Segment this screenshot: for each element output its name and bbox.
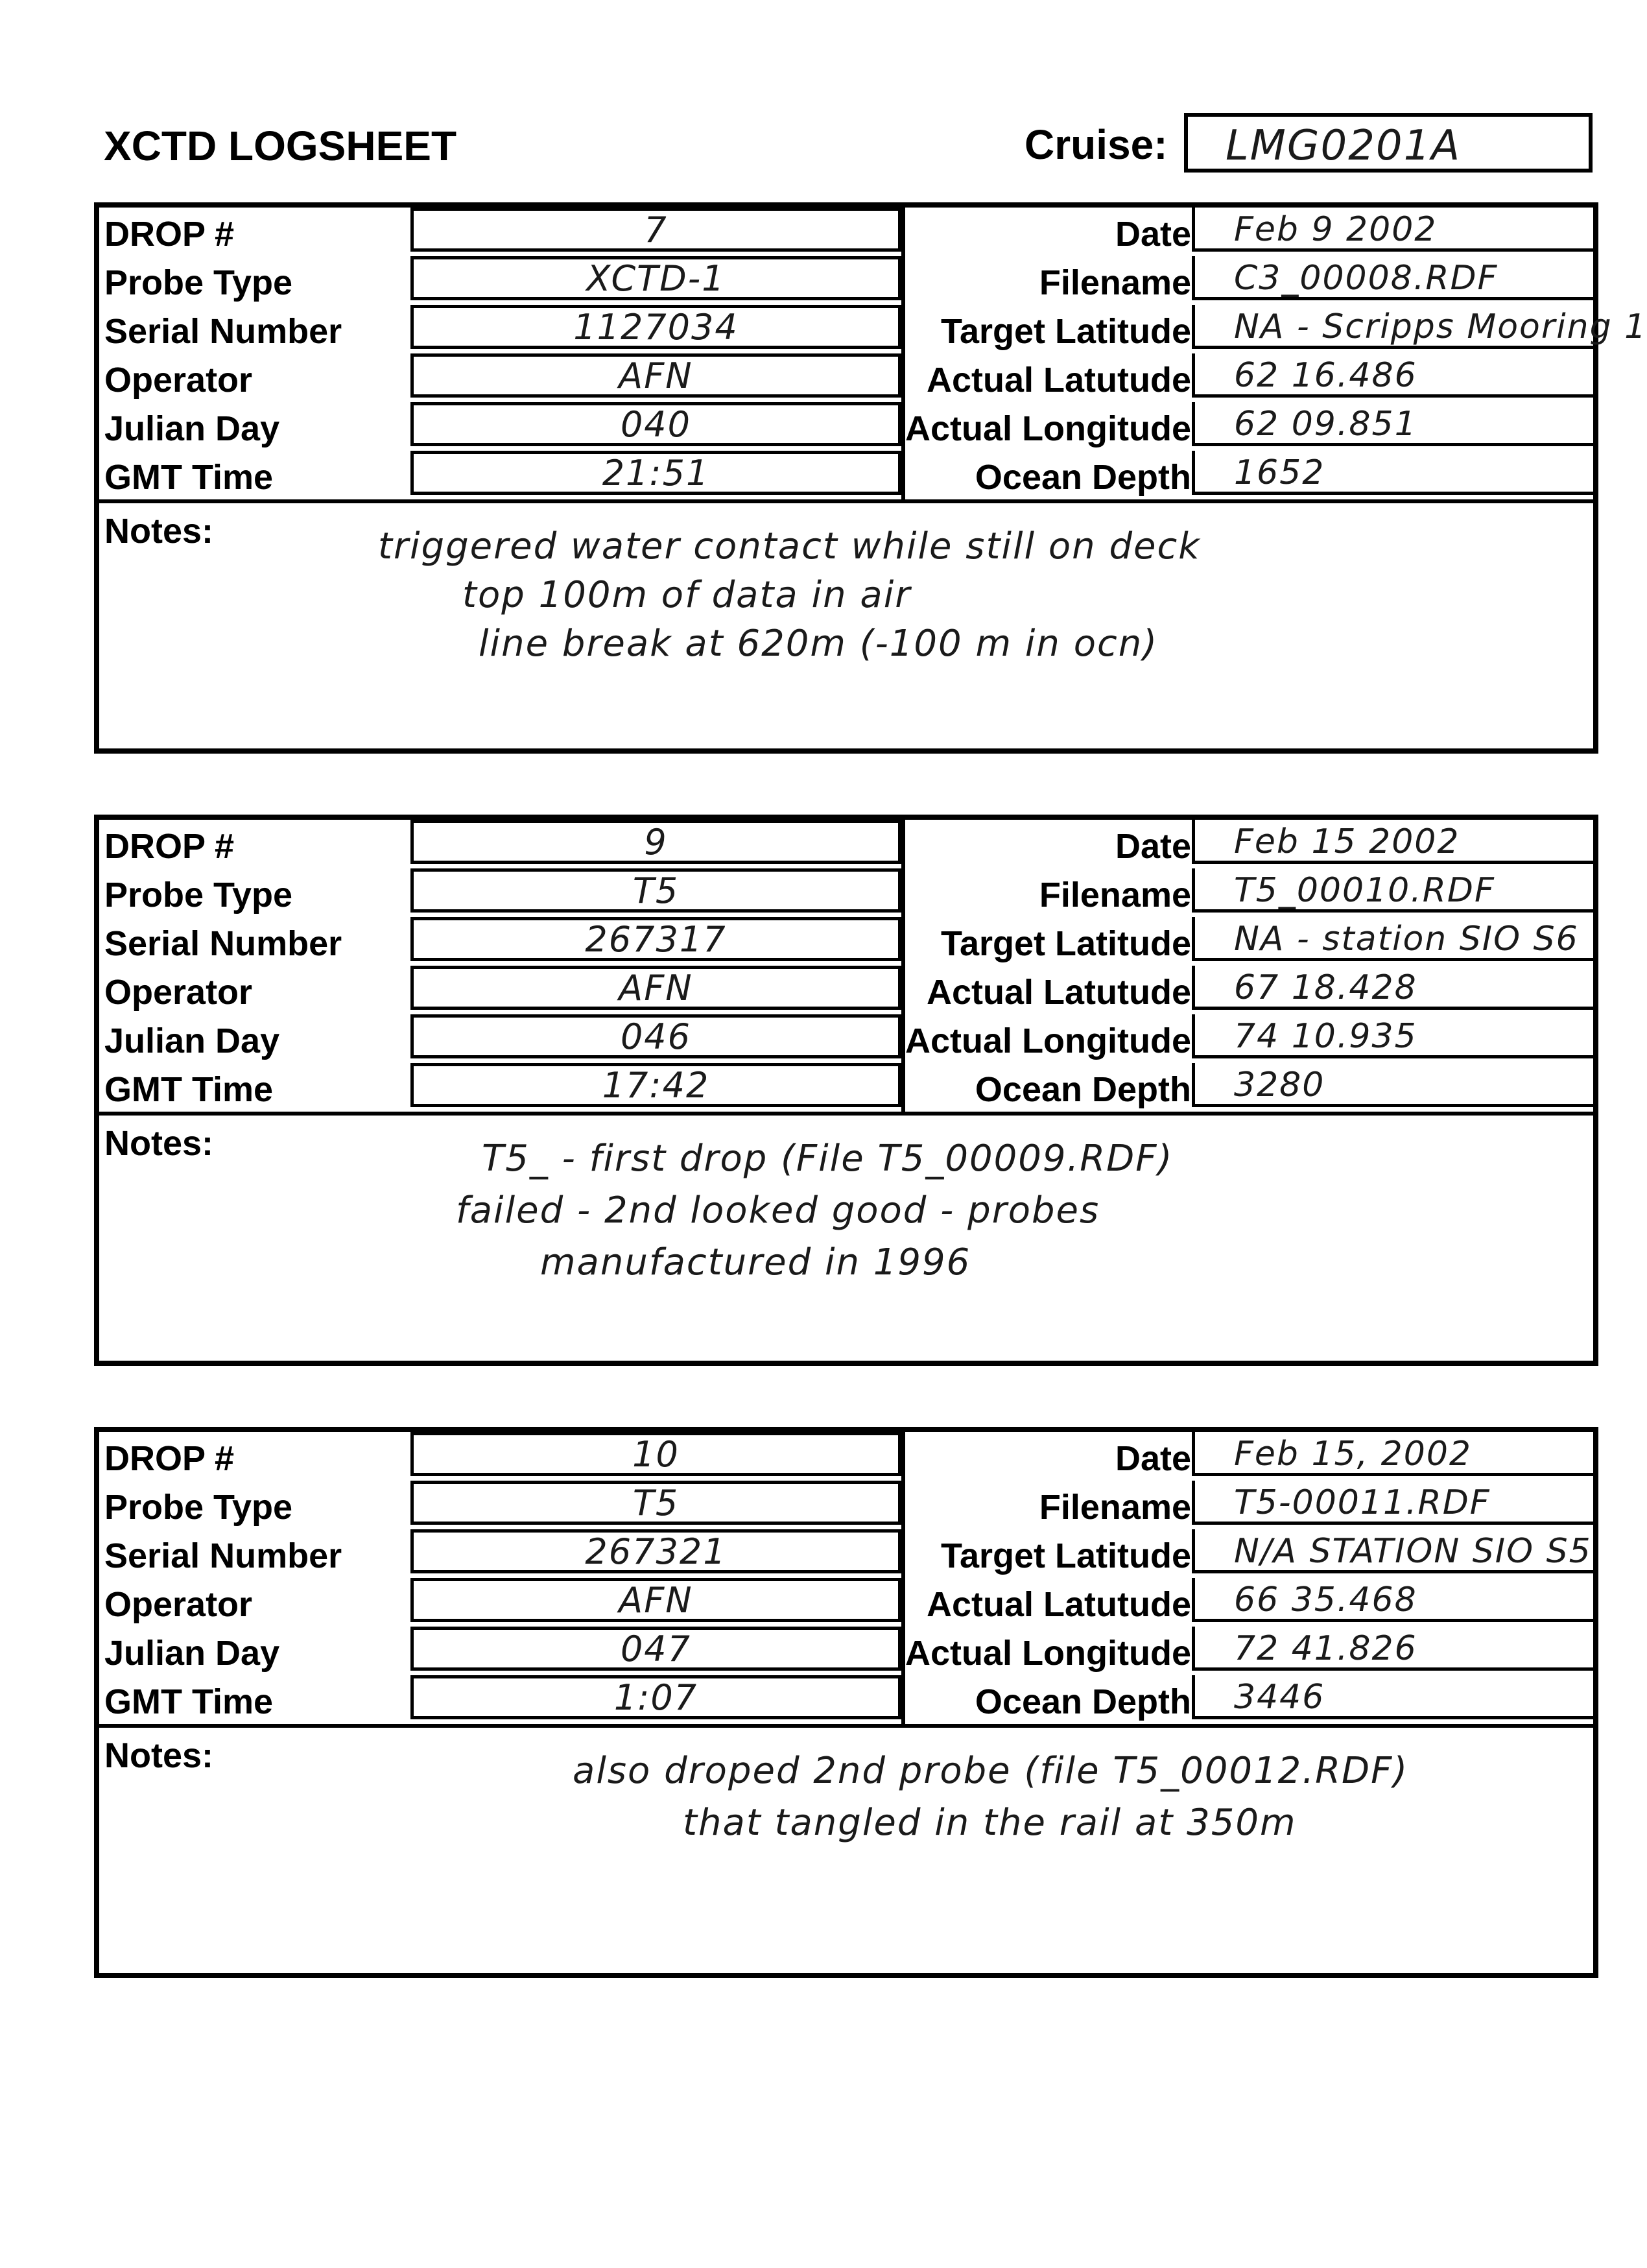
field-label-julian-day: Julian Day [104,1021,280,1060]
field-value-serial-number: 267321 [585,1531,727,1572]
detail-row [99,820,1593,868]
field-gmt-time [410,451,901,495]
drop-entry-section [94,1427,1598,1978]
field-value-filename: T5_00010.RDF [1234,871,1495,910]
field-value-drop: 10 [632,1433,680,1475]
field-label-julian-day: Julian Day [104,409,280,448]
field-probe-type [410,868,901,913]
field-ocean-depth [1192,1675,1594,1719]
field-label-gmt-time: GMT Time [104,458,274,497]
notes-divider [99,1724,1593,1728]
detail-row [99,1432,1593,1481]
detail-row [99,1675,1593,1724]
field-date [1192,1432,1594,1476]
field-label-probe-type: Probe Type [104,1488,293,1527]
field-label-actual-latitude: Actual Latutude [926,973,1191,1012]
field-label-filename: Filename [1039,263,1191,302]
field-label-ocean-depth: Ocean Depth [975,1682,1191,1721]
field-label-drop: DROP # [104,827,235,866]
field-value-date: Feb 15, 2002 [1234,1435,1473,1474]
field-value-actual-longitude: 62 09.851 [1234,405,1417,444]
field-label-date: Date [1115,215,1191,254]
field-value-date: Feb 15 2002 [1234,822,1460,861]
field-label-ocean-depth: Ocean Depth [975,1070,1191,1109]
field-actual-latitude [1192,966,1594,1010]
field-value-ocean-depth: 3446 [1234,1678,1325,1717]
field-label-gmt-time: GMT Time [104,1682,274,1721]
detail-row [99,917,1593,966]
field-value-gmt-time: 1:07 [613,1677,698,1718]
notes-divider [99,499,1593,503]
notes-divider [99,1112,1593,1116]
notes-label: Notes: [104,1124,214,1163]
field-julian-day [410,402,901,446]
field-actual-latitude [1192,353,1594,398]
field-label-date: Date [1115,1439,1191,1478]
field-target-latitude [1192,917,1594,961]
field-label-operator: Operator [104,973,253,1012]
field-actual-longitude [1192,402,1594,446]
notes-line: top 100m of data in air [462,574,912,616]
detail-row [99,256,1593,305]
field-value-actual-latitude: 66 35.468 [1234,1581,1417,1619]
logsheet-title: XCTD LOGSHEET [104,123,457,169]
field-value-target-latitude: N/A STATION SIO S5 [1234,1532,1592,1571]
detail-row [99,305,1647,353]
field-label-probe-type: Probe Type [104,876,293,914]
field-drop [410,1432,901,1476]
notes-line: that tangled in the rail at 350m [683,1802,1297,1844]
field-label-gmt-time: GMT Time [104,1070,274,1109]
field-value-gmt-time: 17:42 [602,1064,710,1106]
field-ocean-depth [1192,451,1594,495]
cruise-field [1184,113,1593,173]
detail-row [99,208,1593,256]
field-filename [1192,1481,1594,1525]
detail-row [99,1529,1593,1578]
field-date [1192,820,1594,864]
notes-line: also droped 2nd probe (file T5_00012.RDF) [573,1750,1409,1792]
detail-row [99,451,1593,499]
field-serial-number [410,1529,901,1573]
notes-line: manufactured in 1996 [540,1241,971,1283]
field-value-serial-number: 1127034 [573,306,739,348]
field-value-actual-latitude: 67 18.428 [1234,968,1417,1007]
notes-line: T5_ - first drop (File T5_00009.RDF) [482,1138,1174,1180]
field-label-operator: Operator [104,1585,253,1624]
field-serial-number [410,917,901,961]
field-drop [410,208,901,252]
field-filename [1192,868,1594,913]
field-value-operator: AFN [619,355,693,396]
field-value-target-latitude: NA - station SIO S6 [1234,920,1579,959]
field-label-actual-longitude: Actual Longitude [905,1021,1191,1060]
field-ocean-depth [1192,1063,1594,1107]
field-value-operator: AFN [619,1579,693,1621]
field-label-actual-latitude: Actual Latutude [926,361,1191,400]
field-value-actual-longitude: 74 10.935 [1234,1017,1417,1056]
notes-label: Notes: [104,1736,214,1775]
notes-line: line break at 620m (-100 m in ocn) [479,623,1159,665]
field-value-ocean-depth: 3280 [1234,1066,1325,1104]
drop-details-grid [99,208,1647,499]
field-value-drop: 9 [644,821,668,863]
field-value-target-latitude: NA - Scripps Mooring 1 [1234,307,1647,346]
field-actual-longitude [1192,1627,1594,1671]
detail-row [99,1063,1593,1112]
field-label-julian-day: Julian Day [104,1634,280,1673]
notes-line: failed - 2nd looked good - probes [456,1189,1100,1232]
notes-line: triggered water contact while still on deck [378,525,1201,567]
drop-entry-section [94,202,1647,754]
field-target-latitude [1192,305,1647,349]
field-serial-number [410,305,901,349]
detail-row [99,1627,1593,1675]
field-label-target-latitude: Target Latitude [940,1536,1191,1575]
field-label-date: Date [1115,827,1191,866]
cruise-label: Cruise: [1025,121,1168,168]
field-label-actual-latitude: Actual Latutude [926,1585,1191,1624]
field-filename [1192,256,1594,300]
column-divider [901,1432,905,1724]
column-divider [901,208,905,499]
field-operator [410,966,901,1010]
detail-row [99,1578,1593,1627]
detail-row [99,966,1593,1014]
field-label-filename: Filename [1039,876,1191,914]
detail-row [99,353,1593,402]
field-value-probe-type: T5 [632,870,680,911]
field-probe-type [410,256,901,300]
cruise-value: LMG0201A [1226,122,1462,170]
field-value-operator: AFN [619,967,693,1009]
field-gmt-time [410,1675,901,1719]
field-target-latitude [1192,1529,1594,1573]
field-label-actual-longitude: Actual Longitude [905,1634,1191,1673]
field-label-drop: DROP # [104,215,235,254]
field-label-target-latitude: Target Latitude [940,312,1191,351]
field-label-filename: Filename [1039,1488,1191,1527]
field-value-serial-number: 267317 [585,918,727,960]
column-divider [901,820,905,1112]
detail-row [99,402,1593,451]
detail-row [99,1014,1593,1063]
field-date [1192,208,1594,252]
field-value-julian-day: 047 [620,1628,692,1669]
field-label-serial-number: Serial Number [104,924,342,963]
field-value-gmt-time: 21:51 [602,452,710,494]
field-probe-type [410,1481,901,1525]
field-label-drop: DROP # [104,1439,235,1478]
field-value-filename: T5-00011.RDF [1234,1483,1491,1522]
field-gmt-time [410,1063,901,1107]
field-value-probe-type: T5 [632,1482,680,1523]
field-operator [410,353,901,398]
notes-label: Notes: [104,512,214,551]
field-drop [410,820,901,864]
field-julian-day [410,1627,901,1671]
detail-row [99,868,1593,917]
field-value-ocean-depth: 1652 [1234,453,1325,492]
field-julian-day [410,1014,901,1058]
drop-entry-section [94,815,1598,1366]
field-label-serial-number: Serial Number [104,1536,342,1575]
field-value-filename: C3_00008.RDF [1234,259,1499,298]
drop-details-grid [99,1432,1593,1724]
field-value-julian-day: 040 [620,403,692,445]
field-value-probe-type: XCTD-1 [586,257,726,299]
field-actual-latitude [1192,1578,1594,1622]
field-value-actual-latitude: 62 16.486 [1234,356,1417,395]
field-value-date: Feb 9 2002 [1234,210,1438,249]
field-actual-longitude [1192,1014,1594,1058]
field-operator [410,1578,901,1622]
field-value-drop: 7 [644,209,668,250]
drop-details-grid [99,820,1593,1112]
field-label-target-latitude: Target Latitude [940,924,1191,963]
field-label-operator: Operator [104,361,253,400]
field-label-ocean-depth: Ocean Depth [975,458,1191,497]
field-label-actual-longitude: Actual Longitude [905,409,1191,448]
field-label-probe-type: Probe Type [104,263,293,302]
detail-row [99,1481,1593,1529]
field-value-actual-longitude: 72 41.826 [1234,1629,1417,1668]
field-label-serial-number: Serial Number [104,312,342,351]
field-value-julian-day: 046 [620,1016,692,1057]
